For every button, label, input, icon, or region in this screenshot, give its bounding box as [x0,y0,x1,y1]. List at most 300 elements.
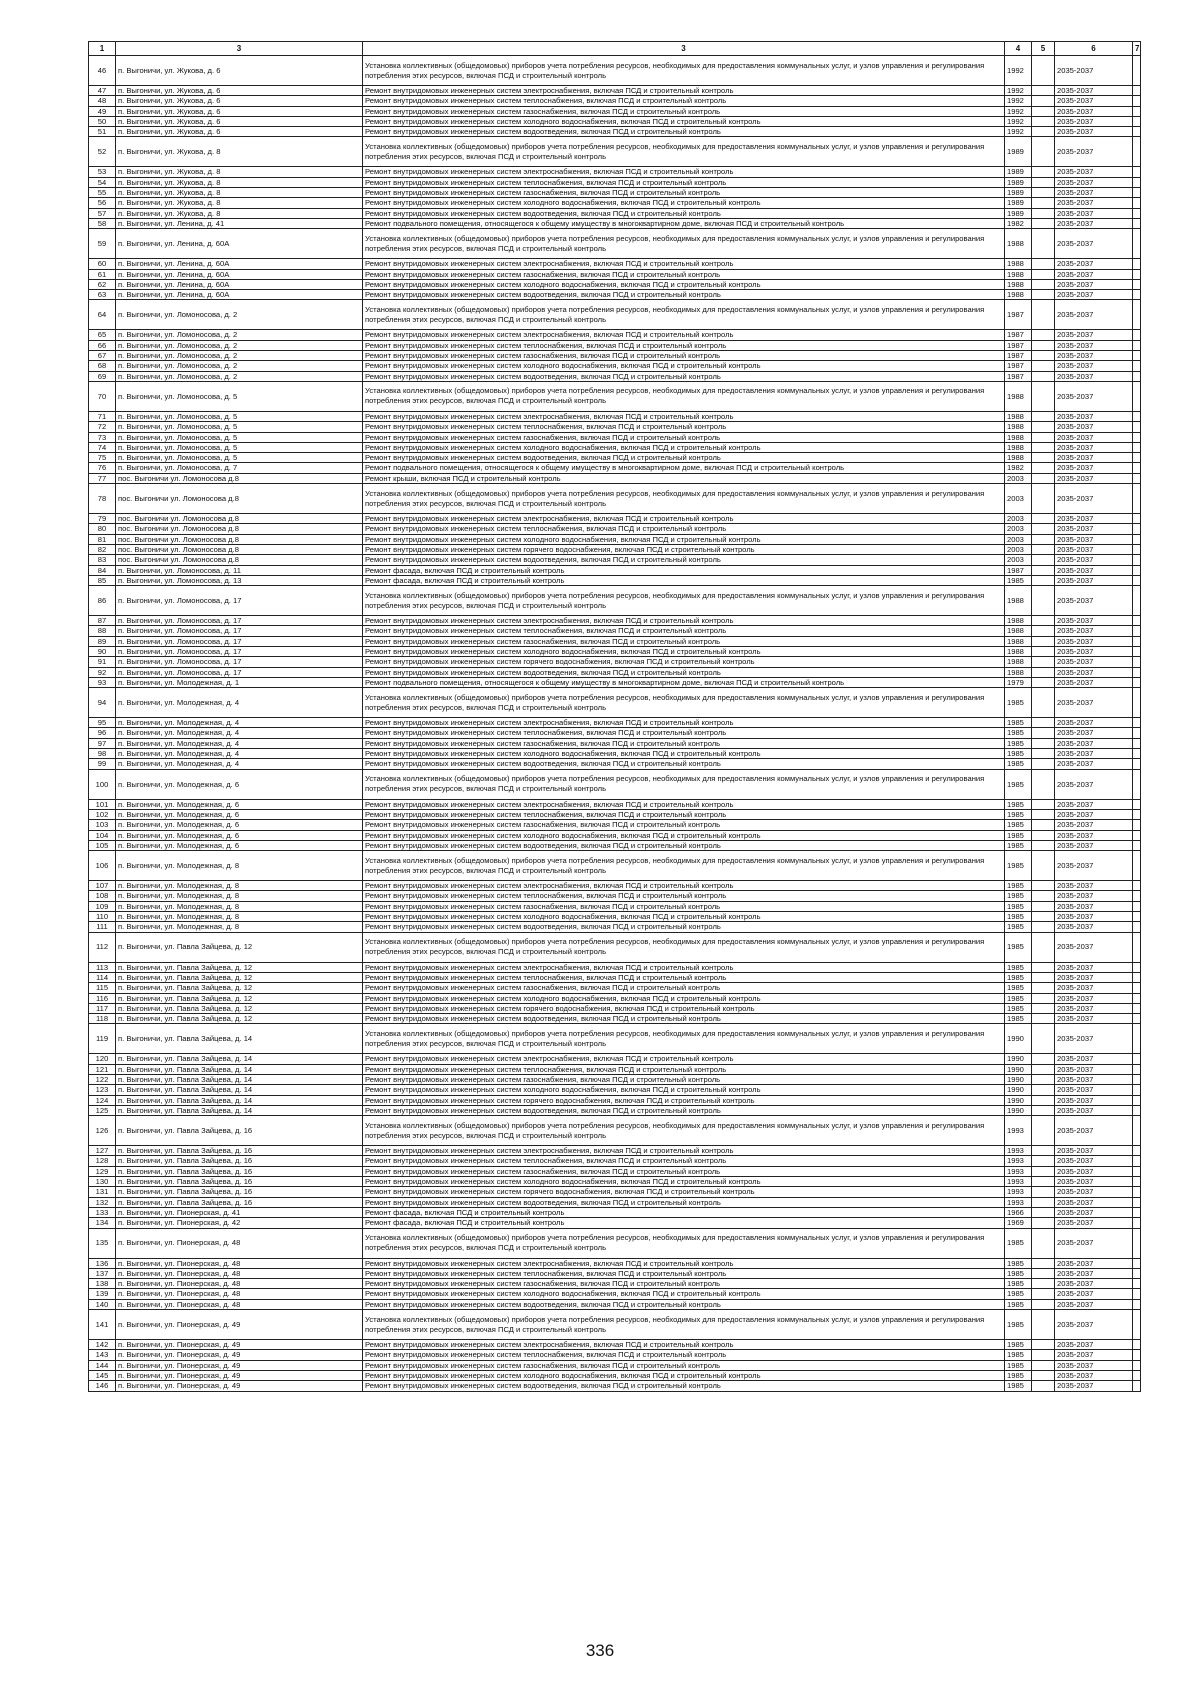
work-description-cell: Ремонт внутридомовых инженерных систем электроснабжения, включая ПСД и строительный контроль [363,514,1005,524]
empty-cell-col5 [1032,1310,1055,1340]
table-row [89,96,1141,106]
year-cell: 1988 [1005,616,1032,626]
empty-cell-col7 [1133,544,1141,554]
empty-cell-col5 [1032,881,1055,891]
year-cell: 1988 [1005,290,1032,300]
work-description-cell: Ремонт внутридомовых инженерных систем холодного водоснабжения, включая ПСД и строительный контроль [363,116,1005,126]
work-description-cell: Установка коллективных (общедомовых) приборов учета потребления ресурсов, необходимых для предоставления коммунальных услуг, и узлов управления и регулирования потребления этих ресурсов, включая ПСД и строительный контроль [363,1024,1005,1054]
period-cell: 2035-2037 [1055,411,1133,421]
table-row [89,106,1141,116]
empty-cell-col7 [1133,626,1141,636]
empty-cell-col5 [1032,718,1055,728]
table-row [89,208,1141,218]
period-cell: 2035-2037 [1055,96,1133,106]
work-description-cell: Ремонт внутридомовых инженерных систем теплоснабжения, включая ПСД и строительный контроль [363,891,1005,901]
empty-cell-col5 [1032,463,1055,473]
address-cell: п. Выгоничи, ул. Ломоносова, д. 5 [116,453,363,463]
table-row [89,381,1141,411]
year-cell: 1992 [1005,96,1032,106]
empty-cell-col7 [1133,1289,1141,1299]
year-cell: 1985 [1005,1299,1032,1309]
header-row [89,42,1141,56]
table-row [89,432,1141,442]
table-row [89,1340,1141,1350]
work-description-cell: Ремонт внутридомовых инженерных систем газоснабжения, включая ПСД и строительный контроль [363,432,1005,442]
period-cell: 2035-2037 [1055,514,1133,524]
table-row [89,177,1141,187]
work-description-cell: Ремонт внутридомовых инженерных систем электроснабжения, включая ПСД и строительный контроль [363,1340,1005,1350]
work-description-cell: Ремонт внутридомовых инженерных систем газоснабжения, включая ПСД и строительный контроль [363,1279,1005,1289]
table-row [89,1116,1141,1146]
address-cell: п. Выгоничи, ул. Пионерская, д. 48 [116,1268,363,1278]
empty-cell-col5 [1032,1299,1055,1309]
period-cell: 2035-2037 [1055,127,1133,137]
work-description-cell: Ремонт крыши, включая ПСД и строительный контроль [363,473,1005,483]
work-description-cell: Ремонт внутридомовых инженерных систем водоотведения, включая ПСД и строительный контроль [363,1381,1005,1391]
period-cell: 2035-2037 [1055,177,1133,187]
empty-cell-col7 [1133,86,1141,96]
empty-cell-col7 [1133,1228,1141,1258]
address-cell: п. Выгоничи, ул. Павла Зайцева, д. 14 [116,1054,363,1064]
work-description-cell: Ремонт внутридомовых инженерных систем газоснабжения, включая ПСД и строительный контроль [363,106,1005,116]
empty-cell-col7 [1133,177,1141,187]
row-number-cell: 95 [89,718,116,728]
work-description-cell: Ремонт внутридомовых инженерных систем холодного водоснабжения, включая ПСД и строительный контроль [363,361,1005,371]
period-cell: 2035-2037 [1055,616,1133,626]
work-description-cell: Ремонт внутридомовых инженерных систем холодного водоснабжения, включая ПСД и строительный контроль [363,1177,1005,1187]
period-cell: 2035-2037 [1055,983,1133,993]
work-description-cell: Ремонт внутридомовых инженерных систем теплоснабжения, включая ПСД и строительный контроль [363,809,1005,819]
empty-cell-col5 [1032,667,1055,677]
address-cell: п. Выгоничи, ул. Ломоносова, д. 5 [116,432,363,442]
empty-cell-col5 [1032,1156,1055,1166]
address-cell: пос. Выгоничи ул. Ломоносова д.8 [116,484,363,514]
empty-cell-col7 [1133,116,1141,126]
empty-cell-col5 [1032,962,1055,972]
empty-cell-col5 [1032,1075,1055,1085]
table-row [89,932,1141,962]
period-cell: 2035-2037 [1055,565,1133,575]
period-cell: 2035-2037 [1055,340,1133,350]
address-cell: п. Выгоничи, ул. Молодежная, д. 8 [116,901,363,911]
work-description-cell: Установка коллективных (общедомовых) приборов учета потребления ресурсов, необходимых для предоставления коммунальных услуг, и узлов управления и регулирования потребления этих ресурсов, включая ПСД и строительный контроль [363,56,1005,86]
row-number-cell: 124 [89,1095,116,1105]
work-description-cell: Ремонт внутридомовых инженерных систем горячего водоснабжения, включая ПСД и строительный контроль [363,1003,1005,1013]
table-row [89,575,1141,585]
row-number-cell: 125 [89,1105,116,1115]
row-number-cell: 57 [89,208,116,218]
address-cell: п. Выгоничи, ул. Ленина, д. 60А [116,290,363,300]
row-number-cell: 86 [89,586,116,616]
year-cell: 1985 [1005,759,1032,769]
year-cell: 1988 [1005,259,1032,269]
table-row [89,259,1141,269]
row-number-cell: 96 [89,728,116,738]
empty-cell-col5 [1032,534,1055,544]
address-cell: п. Выгоничи, ул. Ломоносова, д. 17 [116,626,363,636]
row-number-cell: 91 [89,657,116,667]
empty-cell-col7 [1133,1340,1141,1350]
header-cell-col7: 7 [1133,42,1141,56]
empty-cell-col7 [1133,534,1141,544]
year-cell: 1985 [1005,912,1032,922]
empty-cell-col7 [1133,127,1141,137]
address-cell: п. Выгоничи, ул. Ломоносова, д. 5 [116,411,363,421]
work-description-cell: Ремонт внутридомовых инженерных систем водоотведения, включая ПСД и строительный контроль [363,922,1005,932]
empty-cell-col5 [1032,218,1055,228]
table-row [89,769,1141,799]
table-row [89,1279,1141,1289]
table-row [89,1003,1141,1013]
period-cell: 2035-2037 [1055,1177,1133,1187]
address-cell: п. Выгоничи, ул. Павла Зайцева, д. 12 [116,972,363,982]
year-cell: 1989 [1005,137,1032,167]
address-cell: п. Выгоничи, ул. Ленина, д. 60А [116,279,363,289]
empty-cell-col5 [1032,229,1055,259]
period-cell: 2035-2037 [1055,749,1133,759]
empty-cell-col7 [1133,840,1141,850]
empty-cell-col7 [1133,565,1141,575]
row-number-cell: 76 [89,463,116,473]
empty-cell-col5 [1032,361,1055,371]
empty-cell-col7 [1133,56,1141,86]
period-cell: 2035-2037 [1055,1054,1133,1064]
empty-cell-col7 [1133,993,1141,1003]
empty-cell-col7 [1133,1350,1141,1360]
period-cell: 2035-2037 [1055,453,1133,463]
period-cell: 2035-2037 [1055,167,1133,177]
empty-cell-col7 [1133,259,1141,269]
work-description-cell: Ремонт внутридомовых инженерных систем газоснабжения, включая ПСД и строительный контроль [363,1360,1005,1370]
empty-cell-col7 [1133,881,1141,891]
address-cell: п. Выгоничи, ул. Ломоносова, д. 2 [116,330,363,340]
address-cell: п. Выгоничи, ул. Павла Зайцева, д. 14 [116,1024,363,1054]
year-cell: 1985 [1005,922,1032,932]
row-number-cell: 70 [89,381,116,411]
period-cell: 2035-2037 [1055,1289,1133,1299]
address-cell: п. Выгоничи, ул. Павла Зайцева, д. 12 [116,932,363,962]
empty-cell-col7 [1133,749,1141,759]
work-description-cell: Ремонт внутридомовых инженерных систем теплоснабжения, включая ПСД и строительный контроль [363,972,1005,982]
row-number-cell: 63 [89,290,116,300]
empty-cell-col7 [1133,1085,1141,1095]
address-cell: п. Выгоничи, ул. Молодежная, д. 8 [116,851,363,881]
address-cell: п. Выгоничи, ул. Молодежная, д. 8 [116,881,363,891]
address-cell: п. Выгоничи, ул. Ломоносова, д. 17 [116,646,363,656]
work-description-cell: Ремонт внутридомовых инженерных систем теплоснабжения, включая ПСД и строительный контроль [363,728,1005,738]
address-cell: п. Выгоничи, ул. Ломоносова, д. 17 [116,657,363,667]
table-row [89,616,1141,626]
year-cell: 1989 [1005,208,1032,218]
address-cell: п. Выгоничи, ул. Ломоносова, д. 11 [116,565,363,575]
address-cell: п. Выгоничи, ул. Ленина, д. 60А [116,269,363,279]
work-description-cell: Ремонт внутридомовых инженерных систем водоотведения, включая ПСД и строительный контроль [363,759,1005,769]
year-cell: 1985 [1005,972,1032,982]
period-cell: 2035-2037 [1055,1156,1133,1166]
row-number-cell: 58 [89,218,116,228]
table-row [89,330,1141,340]
empty-cell-col7 [1133,1024,1141,1054]
period-cell: 2035-2037 [1055,534,1133,544]
row-number-cell: 141 [89,1310,116,1340]
empty-cell-col5 [1032,840,1055,850]
empty-cell-col5 [1032,1105,1055,1115]
table-row [89,1381,1141,1391]
address-cell: п. Выгоничи, ул. Жукова, д. 8 [116,198,363,208]
empty-cell-col7 [1133,891,1141,901]
work-description-cell: Ремонт внутридомовых инженерных систем водоотведения, включая ПСД и строительный контроль [363,555,1005,565]
work-description-cell: Ремонт внутридомовых инженерных систем теплоснабжения, включая ПСД и строительный контроль [363,1268,1005,1278]
empty-cell-col5 [1032,1116,1055,1146]
period-cell: 2035-2037 [1055,1014,1133,1024]
period-cell: 2035-2037 [1055,1207,1133,1217]
address-cell: п. Выгоничи, ул. Жукова, д. 8 [116,208,363,218]
period-cell: 2035-2037 [1055,1299,1133,1309]
address-cell: п. Выгоничи, ул. Жукова, д. 8 [116,167,363,177]
table-row [89,738,1141,748]
address-cell: п. Выгоничи, ул. Павла Зайцева, д. 16 [116,1166,363,1176]
table-row [89,127,1141,137]
work-description-cell: Ремонт внутридомовых инженерных систем электроснабжения, включая ПСД и строительный контроль [363,616,1005,626]
year-cell: 1985 [1005,1268,1032,1278]
empty-cell-col7 [1133,657,1141,667]
row-number-cell: 132 [89,1197,116,1207]
work-description-cell: Ремонт внутридомовых инженерных систем электроснабжения, включая ПСД и строительный контроль [363,718,1005,728]
row-number-cell: 123 [89,1085,116,1095]
work-description-cell: Ремонт внутридомовых инженерных систем электроснабжения, включая ПСД и строительный контроль [363,1146,1005,1156]
table-row [89,1024,1141,1054]
address-cell: п. Выгоничи, ул. Павла Зайцева, д. 16 [116,1116,363,1146]
empty-cell-col5 [1032,759,1055,769]
empty-cell-col7 [1133,361,1141,371]
address-cell: п. Выгоничи, ул. Павла Зайцева, д. 12 [116,983,363,993]
table-row [89,1268,1141,1278]
work-description-cell: Ремонт внутридомовых инженерных систем водоотведения, включая ПСД и строительный контроль [363,1014,1005,1024]
row-number-cell: 136 [89,1258,116,1268]
row-number-cell: 53 [89,167,116,177]
empty-cell-col5 [1032,738,1055,748]
row-number-cell: 99 [89,759,116,769]
empty-cell-col7 [1133,1014,1141,1024]
address-cell: п. Выгоничи, ул. Павла Зайцева, д. 14 [116,1064,363,1074]
table-row [89,371,1141,381]
table-row [89,534,1141,544]
row-number-cell: 119 [89,1024,116,1054]
work-description-cell: Ремонт внутридомовых инженерных систем газоснабжения, включая ПСД и строительный контроль [363,1166,1005,1176]
address-cell: п. Выгоничи, ул. Молодежная, д. 6 [116,830,363,840]
period-cell: 2035-2037 [1055,432,1133,442]
empty-cell-col7 [1133,137,1141,167]
empty-cell-col7 [1133,912,1141,922]
period-cell: 2035-2037 [1055,1350,1133,1360]
year-cell: 1985 [1005,718,1032,728]
period-cell: 2035-2037 [1055,626,1133,636]
table-row [89,442,1141,452]
table-row [89,1289,1141,1299]
address-cell: п. Выгоничи, ул. Павла Зайцева, д. 16 [116,1187,363,1197]
year-cell: 1985 [1005,1258,1032,1268]
empty-cell-col5 [1032,422,1055,432]
period-cell: 2035-2037 [1055,1095,1133,1105]
row-number-cell: 64 [89,300,116,330]
year-cell: 1985 [1005,1014,1032,1024]
address-cell: п. Выгоничи, ул. Павла Зайцева, д. 12 [116,1014,363,1024]
empty-cell-col7 [1133,1268,1141,1278]
row-number-cell: 121 [89,1064,116,1074]
period-cell: 2035-2037 [1055,1003,1133,1013]
empty-cell-col7 [1133,820,1141,830]
period-cell: 2035-2037 [1055,1075,1133,1085]
empty-cell-col5 [1032,616,1055,626]
empty-cell-col5 [1032,371,1055,381]
empty-cell-col5 [1032,86,1055,96]
empty-cell-col5 [1032,555,1055,565]
year-cell: 1988 [1005,657,1032,667]
empty-cell-col5 [1032,1187,1055,1197]
period-cell: 2035-2037 [1055,544,1133,554]
empty-cell-col5 [1032,56,1055,86]
row-number-cell: 59 [89,229,116,259]
address-cell: п. Выгоничи, ул. Молодежная, д. 4 [116,718,363,728]
table-row [89,636,1141,646]
empty-cell-col7 [1133,728,1141,738]
work-description-cell: Ремонт внутридомовых инженерных систем газоснабжения, включая ПСД и строительный контроль [363,351,1005,361]
empty-cell-col7 [1133,432,1141,442]
address-cell: пос. Выгоничи ул. Ломоносова д.8 [116,544,363,554]
table-row [89,983,1141,993]
work-description-cell: Ремонт внутридомовых инженерных систем газоснабжения, включая ПСД и строительный контроль [363,983,1005,993]
address-cell: п. Выгоничи, ул. Павла Зайцева, д. 16 [116,1197,363,1207]
year-cell: 1990 [1005,1085,1032,1095]
period-cell: 2035-2037 [1055,636,1133,646]
address-cell: п. Выгоничи, ул. Молодежная, д. 6 [116,799,363,809]
address-cell: п. Выгоничи, ул. Ломоносова, д. 5 [116,422,363,432]
row-number-cell: 82 [89,544,116,554]
table-row [89,912,1141,922]
row-number-cell: 117 [89,1003,116,1013]
address-cell: п. Выгоничи, ул. Молодежная, д. 6 [116,840,363,850]
table-row [89,799,1141,809]
table-row [89,422,1141,432]
year-cell: 1985 [1005,1381,1032,1391]
work-description-cell: Ремонт внутридомовых инженерных систем холодного водоснабжения, включая ПСД и строительный контроль [363,279,1005,289]
empty-cell-col5 [1032,1166,1055,1176]
work-description-cell: Ремонт внутридомовых инженерных систем водоотведения, включая ПСД и строительный контроль [363,290,1005,300]
year-cell: 1985 [1005,809,1032,819]
empty-cell-col5 [1032,626,1055,636]
row-number-cell: 140 [89,1299,116,1309]
row-number-cell: 102 [89,809,116,819]
empty-cell-col5 [1032,432,1055,442]
period-cell: 2035-2037 [1055,972,1133,982]
row-number-cell: 78 [89,484,116,514]
period-cell: 2035-2037 [1055,820,1133,830]
period-cell: 2035-2037 [1055,830,1133,840]
table-row [89,1360,1141,1370]
year-cell: 2003 [1005,473,1032,483]
row-number-cell: 92 [89,667,116,677]
table-row [89,667,1141,677]
address-cell: п. Выгоничи, ул. Павла Зайцева, д. 16 [116,1146,363,1156]
year-cell: 1992 [1005,86,1032,96]
empty-cell-col7 [1133,983,1141,993]
row-number-cell: 129 [89,1166,116,1176]
year-cell: 1987 [1005,300,1032,330]
row-number-cell: 135 [89,1228,116,1258]
address-cell: п. Выгоничи, ул. Молодежная, д. 4 [116,688,363,718]
table-row [89,86,1141,96]
address-cell: пос. Выгоничи ул. Ломоносова д.8 [116,514,363,524]
work-description-cell: Ремонт внутридомовых инженерных систем электроснабжения, включая ПСД и строительный контроль [363,962,1005,972]
row-number-cell: 46 [89,56,116,86]
work-description-cell: Ремонт внутридомовых инженерных систем электроснабжения, включая ПСД и строительный контроль [363,259,1005,269]
year-cell: 1985 [1005,575,1032,585]
year-cell: 1985 [1005,1340,1032,1350]
work-description-cell: Установка коллективных (общедомовых) приборов учета потребления ресурсов, необходимых для предоставления коммунальных услуг, и узлов управления и регулирования потребления этих ресурсов, включая ПСД и строительный контроль [363,586,1005,616]
work-description-cell: Ремонт подвального помещения, относящегося к общему имуществу в многоквартирном доме, включая ПСД и строительный контроль [363,677,1005,687]
work-description-cell: Ремонт фасада, включая ПСД и строительный контроль [363,1207,1005,1217]
year-cell: 1985 [1005,1279,1032,1289]
empty-cell-col5 [1032,514,1055,524]
empty-cell-col5 [1032,820,1055,830]
address-cell: п. Выгоничи, ул. Жукова, д. 8 [116,188,363,198]
year-cell: 1987 [1005,351,1032,361]
empty-cell-col5 [1032,728,1055,738]
table-row [89,279,1141,289]
work-description-cell: Установка коллективных (общедомовых) приборов учета потребления ресурсов, необходимых для предоставления коммунальных услуг, и узлов управления и регулирования потребления этих ресурсов, включая ПСД и строительный контроль [363,381,1005,411]
empty-cell-col5 [1032,279,1055,289]
repair-schedule-table [88,41,1141,1392]
empty-cell-col7 [1133,208,1141,218]
address-cell: п. Выгоничи, ул. Молодежная, д. 8 [116,922,363,932]
work-description-cell: Ремонт внутридомовых инженерных систем холодного водоснабжения, включая ПСД и строительный контроль [363,1289,1005,1299]
empty-cell-col5 [1032,1095,1055,1105]
empty-cell-col7 [1133,932,1141,962]
year-cell: 2003 [1005,514,1032,524]
empty-cell-col7 [1133,575,1141,585]
address-cell: п. Выгоничи, ул. Ленина, д. 60А [116,259,363,269]
table-row [89,269,1141,279]
period-cell: 2035-2037 [1055,586,1133,616]
table-row [89,453,1141,463]
period-cell: 2035-2037 [1055,1370,1133,1380]
row-number-cell: 68 [89,361,116,371]
empty-cell-col7 [1133,555,1141,565]
year-cell: 1985 [1005,1228,1032,1258]
empty-cell-col7 [1133,1146,1141,1156]
empty-cell-col5 [1032,830,1055,840]
empty-cell-col5 [1032,688,1055,718]
table-row [89,759,1141,769]
period-cell: 2035-2037 [1055,881,1133,891]
address-cell: п. Выгоничи, ул. Пионерская, д. 48 [116,1228,363,1258]
empty-cell-col5 [1032,769,1055,799]
empty-cell-col5 [1032,657,1055,667]
table-row [89,1166,1141,1176]
year-cell: 1985 [1005,799,1032,809]
empty-cell-col5 [1032,290,1055,300]
address-cell: п. Выгоничи, ул. Ломоносова, д. 17 [116,667,363,677]
row-number-cell: 126 [89,1116,116,1146]
empty-cell-col5 [1032,749,1055,759]
year-cell: 1985 [1005,820,1032,830]
period-cell: 2035-2037 [1055,381,1133,411]
empty-cell-col7 [1133,351,1141,361]
period-cell: 2035-2037 [1055,688,1133,718]
period-cell: 2035-2037 [1055,1360,1133,1370]
period-cell: 2035-2037 [1055,1187,1133,1197]
row-number-cell: 80 [89,524,116,534]
